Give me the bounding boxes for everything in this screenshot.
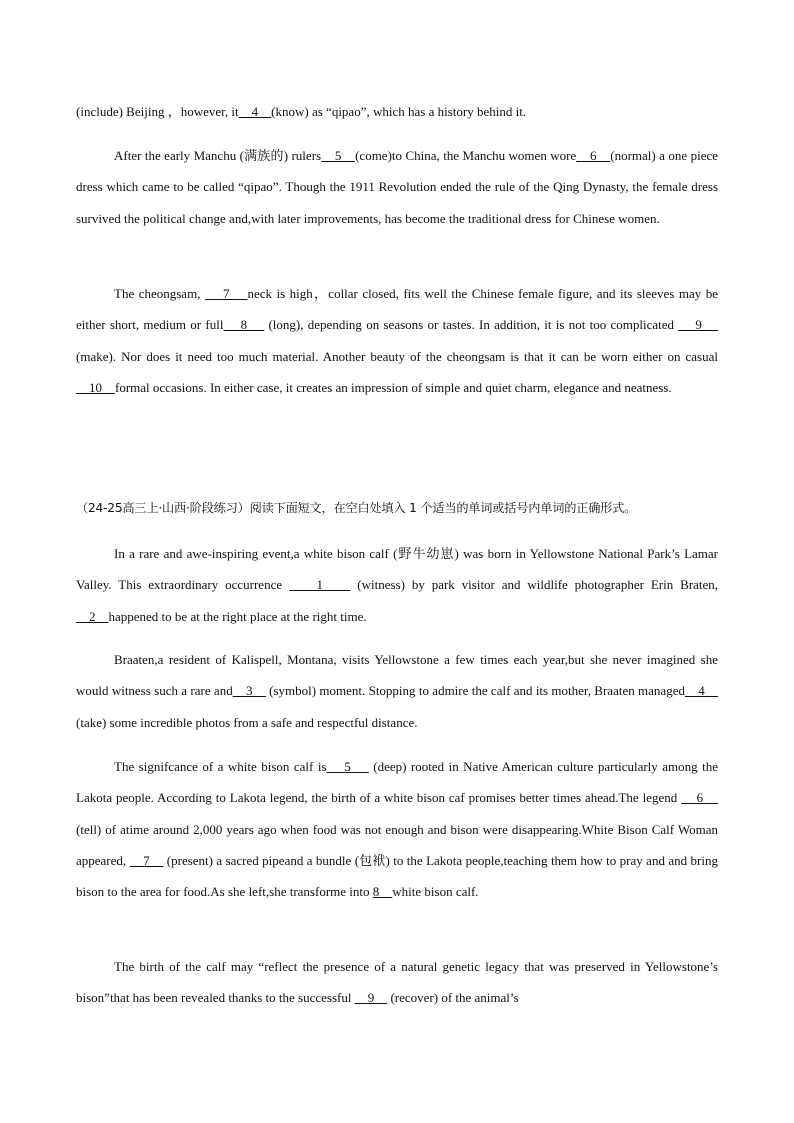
text-segment: (know) as “qipao”, which has a history behind it. [271,104,527,119]
blank-8: 8 [223,317,265,333]
blank-1: 1 [289,577,351,593]
part2-paragraph-3 [76,751,718,907]
text-segment: The signifcance of a white bison calf is [114,759,327,774]
blank-7: 7 [129,852,164,868]
text-segment: (witness) by park visitor and wildlife photographer Erin Braten, [350,577,719,593]
blank-6: 6 [681,790,718,806]
text-segment: After the early Manchu (满族的) rulers [114,148,322,163]
blank-3: 3 [232,683,266,699]
blank-10: 10 [76,379,115,395]
text-segment: white bison calf. [392,884,479,900]
text-segment: (take) some incredible photos from a safe and respectful distance. [76,714,418,730]
text-segment: In a rare and awe-inspiring event,a white bison calf (野牛幼崽) was born in Yellowstone National Park’s Lamar Valley. This extraordinary occurrence [76,546,718,593]
text-segment: (include) Beijing ，however, it [76,104,239,119]
text-segment: formal occasions. In either case, it creates an impression of simple and quiet charm, elegance and neatness. [115,379,672,395]
text-segment: (long), depending on seasons or tastes. In addition, it is not too complicated [264,317,679,333]
text-segment: (deep) rooted in Native American culture particularly among the Lakota people. According to Lakota legend, the birth of a white bison caf promises better times ahead.The legend [76,759,718,806]
text-segment: (tell) of atime around 2,000 years ago when food was not enough and bison were disappearing.White Bison Calf Woman appeared, [76,821,718,868]
part2-paragraph-2 [76,644,718,738]
text-segment: (present) a sacred pipeand a bundle (包袱) to the Lakota people,teaching them how to pray and and bring bison to the area for food.As she left,she transforme into [76,852,718,900]
part1-paragraph-3 [76,278,718,403]
text-segment: neck is high，collar closed, fits well the Chinese female figure, and its sleeves may be either short, medium or full [76,286,719,333]
blank-4: 4 [238,104,272,119]
text-segment: (symbol) moment. Stopping to admire the calf and its mother, Braaten managed [265,683,685,699]
blank-2: 2 [76,608,109,624]
text-segment: Braaten,a resident of Kalispell, Montana, visits Yellowstone a few times each year,but she never imagined she would witness such a rare and [76,652,718,699]
text-segment: The birth of the calf may “reflect the presence of a natural genetic legacy that was preserved in Yellowstone’s bison”that has been revealed thanks to the successful [76,959,718,1006]
blank-8: 8 [372,884,393,900]
text-segment: happened to be at the right place at the right time. [108,608,367,624]
question-heading: （24-25高三上·山西·阶段练习）阅读下面短文，在空白处填入 1 个适当的单词或括号内单词的正确形式。 [76,501,637,515]
part1-paragraph-2 [76,140,718,234]
blank-5: 5 [321,148,356,163]
blank-9: 9 [678,317,719,333]
text-segment: (recover) of the animal’s [387,990,519,1006]
blank-5: 5 [326,759,369,774]
blank-6: 6 [576,148,611,163]
text-segment: The cheongsam, [114,286,205,301]
text-segment: (normal) a one piece dress which came to be called “qipao”. Though the 1911 Revolution ended the rule of the Qing Dynasty, the female dress survived the political change and,with later improvements, has become the traditional dress for Chinese women. [76,148,719,226]
part2-paragraph-1 [76,538,718,632]
blank-7: 7 [204,286,248,301]
blank-4: 4 [684,683,719,699]
blank-9: 9 [354,990,388,1006]
text-segment: (come)to China, the Manchu women wore [355,148,577,163]
part2-paragraph-4 [76,951,718,1014]
text-segment: (make). Nor does it need too much material. Another beauty of the cheongsam is that it can be worn either on casual [76,348,718,364]
part1-paragraph-1 [76,96,718,127]
